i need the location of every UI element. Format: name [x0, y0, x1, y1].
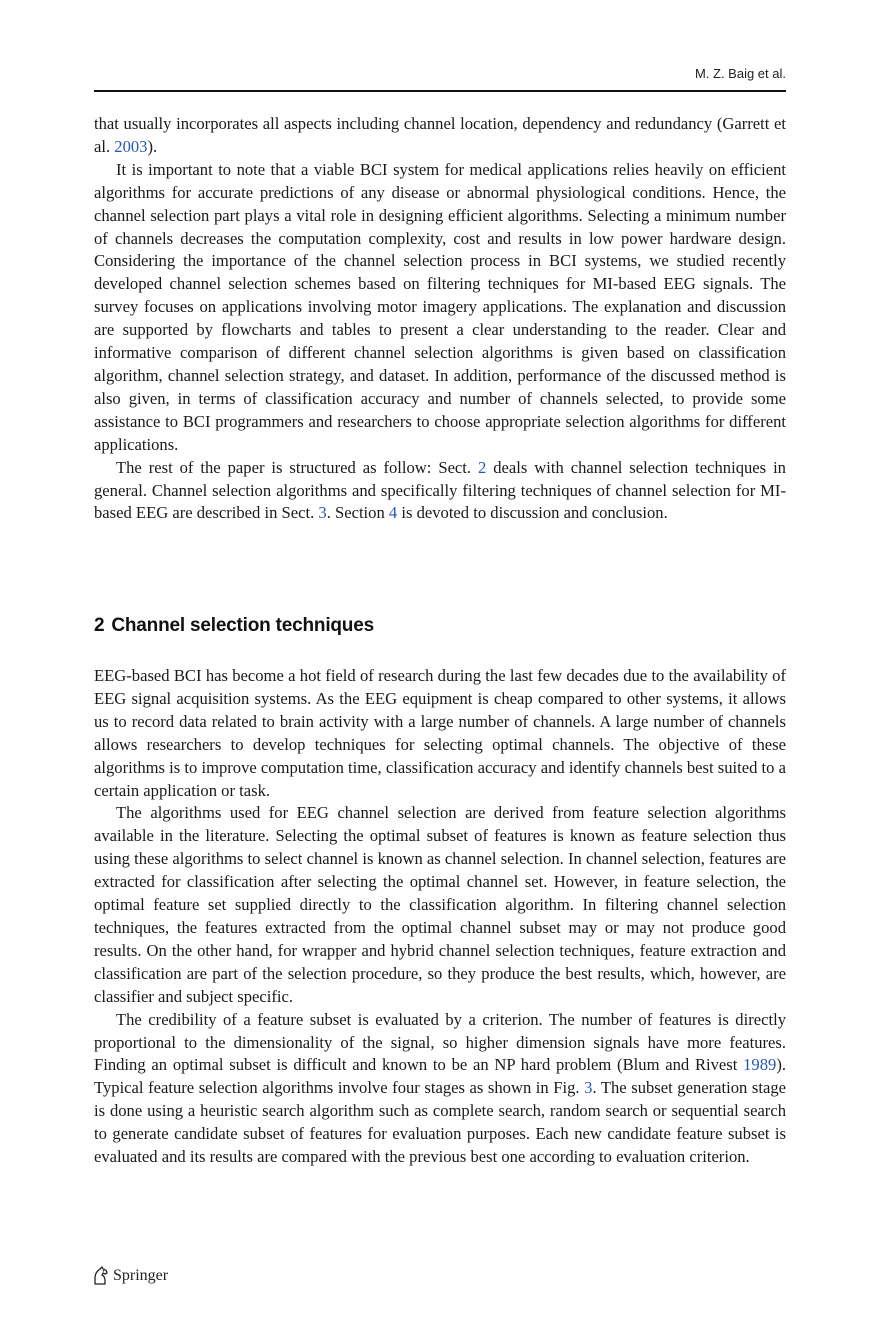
citation-link[interactable]: 2: [478, 457, 487, 477]
paper-page: [94, 0, 786, 1332]
paragraph-text: that usually incorporates all aspects including channel location, dependency and redundancy (Garrett et al.: [94, 114, 786, 156]
paragraph-text: The rest of the paper is structured as follow: Sect.: [116, 457, 478, 477]
paragraph-text: ). Typical feature selection algorithms involve four stages as shown in Fig.: [94, 1055, 786, 1098]
paragraph-text: deals with channel selection techniques in general. Channel selection algorithms and specifically filtering techniques of channel selection for MI-based EEG are described in Sect.: [94, 457, 786, 523]
section-body: [94, 665, 786, 1169]
citation-link[interactable]: 3: [318, 503, 327, 523]
citation-link[interactable]: 2003: [114, 136, 148, 156]
paragraph: [94, 1009, 786, 1169]
paragraph: [94, 802, 786, 1008]
paragraph: [94, 457, 786, 526]
paragraph-text: . Section: [326, 503, 389, 523]
publisher-name: Springer: [113, 1266, 169, 1284]
citation-link[interactable]: 3: [584, 1078, 593, 1098]
paragraph-text: The algorithms used for EEG channel selection are derived from feature selection algorithms available in the literature. Selecting the optimal subset of features is known as feature selection thus using these algorithms to select channel is known as channel selection. In channel selection, features are extracted for classification after selecting the optimal channel set. However, in feature selection, the optimal feature set supplied directly to the classification algorithm. In filtering channel selection techniques, the features extracted from the optimal channel subset may or may not produce good results. On the other hand, for wrapper and hybrid channel selection techniques, feature extraction and classification are part of the selection procedure, so they produce the best results, which, however, are classifier and subject specific.: [94, 803, 786, 1006]
paragraph-text: ).: [147, 136, 158, 156]
section-heading: [94, 615, 374, 637]
paragraph-text: It is important to note that a viable BCI system for medical applications relies heavily on efficient algorithms for accurate predictions of any disease or abnormal physiological conditions. Hence, the channel selection part plays a vital role in designing efficient algorithms. Selecting a minimum number of channels decreases the computation complexity, cost and results in low power hardware design. Considering the importance of the channel selection process in BCI systems, we studied recently developed channel selection schemes based on filtering techniques for MI-based EEG signals. The survey focuses on applications involving motor imagery applications. The explanation and discussion are supported by flowcharts and tables to present a clear understanding to the reader. Clear and informative comparison of different channel selection algorithms is given based on classification algorithm, channel selection strategy, and dataset. In addition, performance of the discussed method is also given, in terms of classification accuracy and number of channels selected, to provide some assistance to BCI programmers and researchers to choose appropriate selection algorithms for different applications.: [94, 159, 786, 454]
citation-link[interactable]: 1989: [743, 1055, 777, 1075]
paragraph-text: EEG-based BCI has become a hot field of research during the last few decades due to the availability of EEG signal acquisition systems. As the EEG equipment is cheap compared to other systems, it allows us to record data related to brain activity with a large number of channels. A large number of channels allows researchers to develop techniques for selecting optimal channels. The objective of these algorithms is to improve computation time, classification accuracy and identify channels best suited to a certain application or task.: [94, 666, 786, 800]
intro-body: [94, 113, 786, 525]
header-rule: [94, 90, 786, 92]
paragraph: [94, 159, 786, 457]
paragraph-text: . The subset generation stage is done using a heuristic search algorithm such as complete search, random search or sequential search to generate candidate subset of features for evaluation purposes. Each new candidate feature subset is evaluated and its results are compared with the previous best one according to evaluation criterion.: [94, 1078, 786, 1167]
springer-horse-icon: [92, 1266, 109, 1285]
publisher-footer: [92, 1266, 168, 1285]
paragraph-text: is devoted to discussion and conclusion.: [397, 503, 668, 523]
paragraph: [94, 113, 786, 159]
citation-link[interactable]: 4: [388, 503, 398, 523]
paragraph: [94, 665, 786, 802]
section-number: 2: [94, 615, 105, 636]
section-title: Channel selection techniques: [111, 615, 374, 636]
running-head: M. Z. Baig et al.: [694, 66, 786, 81]
paragraph-text: The credibility of a feature subset is evaluated by a criterion. The number of features is directly proportional to the dimensionality of the signal, so higher dimension signals have more features. Finding an optimal subset is difficult and known to be an NP hard problem (Blum and Rivest: [94, 1009, 786, 1075]
